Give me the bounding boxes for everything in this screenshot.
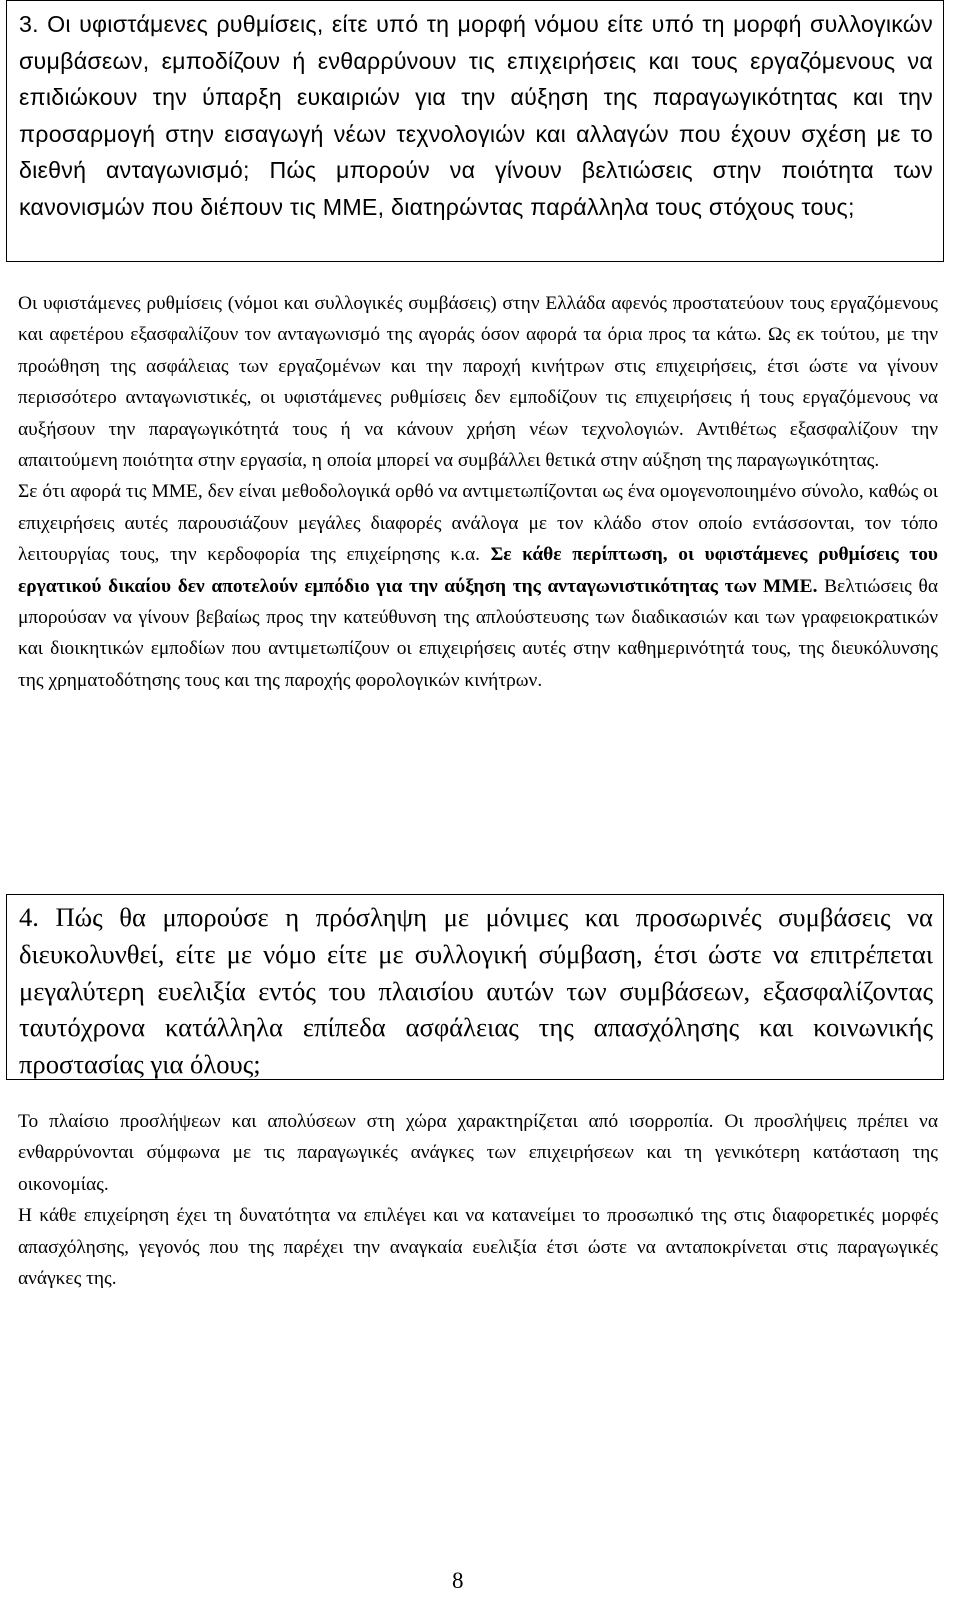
answer-3 bbox=[18, 288, 938, 696]
answer-3-bold-statement: Σε κάθε περίπτωση, οι υφιστάμενες ρυθμίσεις του εργατικού δικαίου δεν αποτελούν εμπόδιο για την αύξηση της ανταγωνιστικότητας των ΜΜΕ. bbox=[18, 544, 938, 597]
question-3-text: 3. Οι υφιστάμενες ρυθμίσεις, είτε υπό τη μορφή νόμου είτε υπό τη μορφή συλλογικών συμβάσεων, εμποδίζουν ή ενθαρρύνουν τις επιχειρήσεις και τους εργαζόμενους να επιδιώκουν την ύπαρξη ευκαιριών για την αύξηση της παραγωγικότητας και την προσαρμογή στην εισαγωγή νέων τεχνολογιών και αλλαγών που έχουν σχέση με το διεθνή ανταγωνισμό; Πώς μπορούν να γίνουν βελτιώσεις στην ποιότητα των κανονισμών που διέπουν τις ΜΜΕ, διατηρώντας παράλληλα τους στόχους τους; bbox=[19, 11, 933, 220]
question-4-text: 4. Πώς θα μπορούσε η πρόσληψη με μόνιμες και προσωρινές συμβάσεις να διευκολυνθεί, είτε με νόμο είτε με συλλογική σύμβαση, έτσι ώστε να επιτρέπεται μεγαλύτερη ευελιξία εντός του πλαισίου αυτών των συμβάσεων, εξασφαλίζοντας ταυτόχρονα κατάλληλα επίπεδα ασφάλειας της απασχόλησης και κοινωνικής προστασίας για όλους; bbox=[19, 902, 933, 1080]
answer-3-paragraph-2 bbox=[18, 476, 938, 696]
page-number: 8 bbox=[452, 1568, 464, 1593]
answer-3-paragraph-1: Οι υφιστάμενες ρυθμίσεις (νόμοι και συλλογικές συμβάσεις) στην Ελλάδα αφενός προστατεύουν τους εργαζόμενους και αφετέρου εξασφαλίζουν τον ανταγωνισμό της αγοράς όσον αφορά τα όρια προς τα κάτω. Ως εκ τούτου, με την προώθηση της ασφάλειας των εργαζομένων και την παροχή κινήτρων στις επιχειρήσεις, έτσι ώστε να γίνουν περισσότερο ανταγωνιστικές, οι υφιστάμενες ρυθμίσεις δεν εμποδίζουν τις επιχειρήσεις ή τους εργαζόμενους να αυξήσουν την παραγωγικότητά τους ή να κάνουν χρήση νέων τεχνολογιών. Αντιθέτως εξασφαλίζουν την απαιτούμενη ποιότητα στην εργασία, η οποία μπορεί να συμβάλλει θετικά στην αύξηση της παραγωγικότητας. bbox=[18, 293, 938, 472]
answer-3-paragraph-2-start: Σε ότι αφορά τις ΜΜΕ, δεν είναι μεθοδολογικά ορθό να αντιμετωπίζονται ως ένα ομογενοποιημένο σύνολο, καθώς οι επιχειρήσεις αυτές παρουσιάζουν μεγάλες διαφορές ανάλογα με τον κλάδο στον οποίο εντάσσονται, τον τόπο λειτουργίας τους, την κερδοφορία της επιχείρησης κ.α. bbox=[18, 481, 938, 566]
answer-4-paragraph-2: Η κάθε επιχείρηση έχει τη δυνατότητα να επιλέγει και να κατανείμει το προσωπικό της στις διαφορετικές μορφές απασχόλησης, γεγονός που της παρέχει την αναγκαία ευελιξία έτσι ώστε να ανταποκρίνεται στις παραγωγικές ανάγκες της. bbox=[18, 1205, 938, 1290]
answer-4-paragraph-1: Το πλαίσιο προσλήψεων και απολύσεων στη χώρα χαρακτηρίζεται από ισορροπία. Οι προσλήψεις πρέπει να ενθαρρύνονται σύμφωνα με τις παραγωγικές ανάγκες των επιχειρήσεων και τη γενικότερη κατάσταση της οικονομίας. bbox=[18, 1111, 938, 1195]
question-3-box bbox=[6, 0, 944, 262]
question-4-box bbox=[6, 894, 944, 1080]
answer-3-paragraph-2-end: Βελτιώσεις θα μπορούσαν να γίνουν βεβαίως προς την κατεύθυνση της απλούστευσης των διαδικασιών και των γραφειοκρατικών και διοικητικών εμποδίων που αντιμετωπίζουν οι επιχειρήσεις αυτές στην καθημερινότητά τους, της διευκόλυνσης της χρηματοδότησης τους και της παροχής φορολογικών κινήτρων. bbox=[18, 575, 938, 691]
answer-4 bbox=[18, 1106, 938, 1294]
